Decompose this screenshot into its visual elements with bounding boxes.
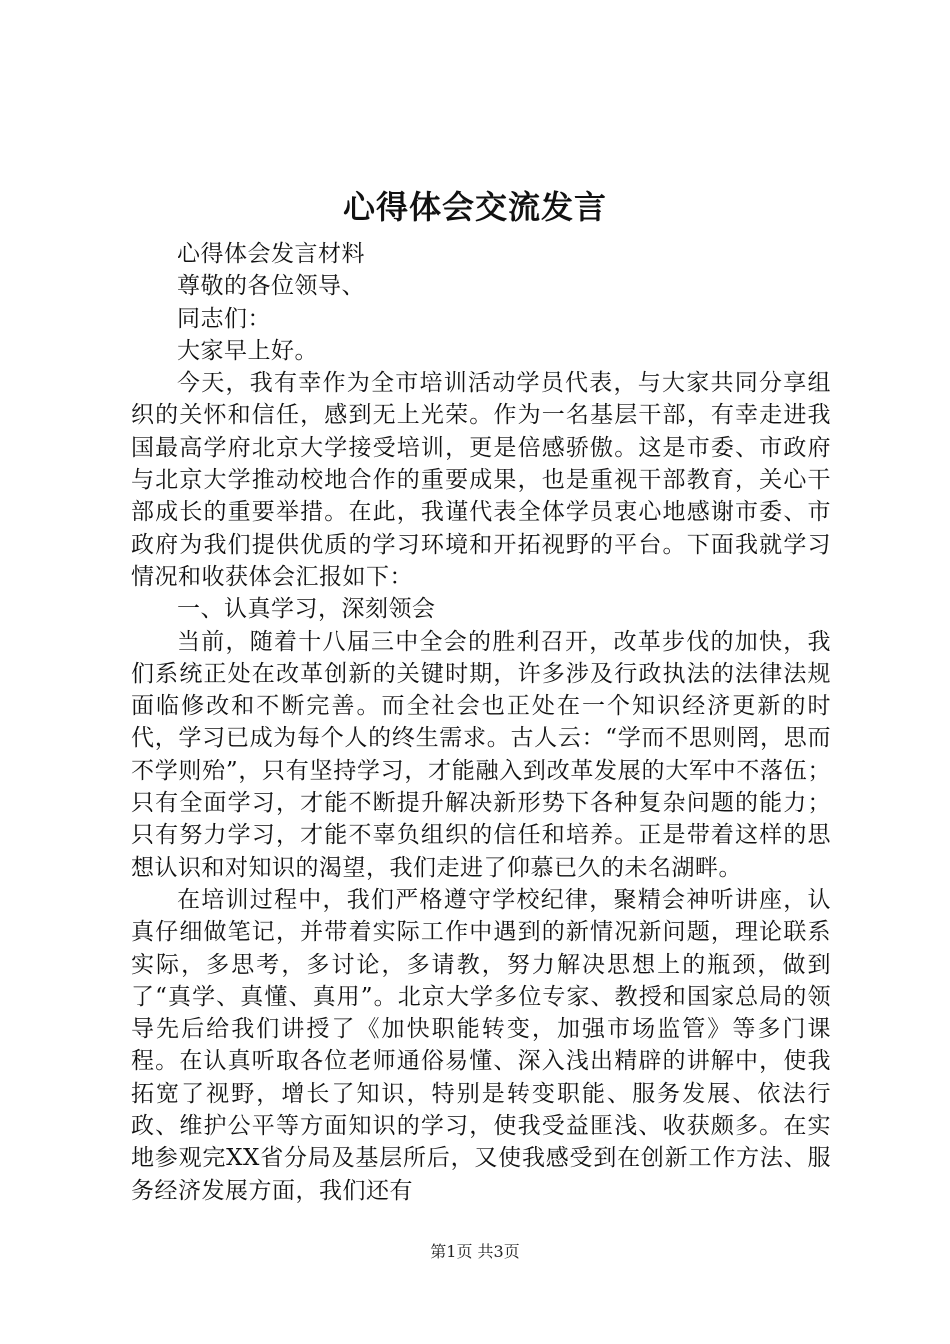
document-title: 心得体会交流发言 [342,188,607,226]
document-body [131,238,831,1207]
paragraph-heading-material: 心得体会发言材料 [177,241,365,267]
paragraph-intro: 今天，我有幸作为全市培训活动学员代表，与大家共同分享组织的关怀和信任，感到无上光荣。作为一名基层干部，有幸走进我国最高学府北京大学接受培训，更是倍感骄傲。这是市委、市政府与北京大学推动校地合作的重要成果，也是重视干部教育，关心干部成长的重要举措。在此，我谨代表全体学员衷心地感谢市委、市政府为我们提供优质的学习环境和开拓视野的平台。下面我就学习情况和收获体会汇报如下： [131,370,831,590]
paragraph-salutation-leaders: 尊敬的各位领导、 [177,273,365,300]
paragraph-greeting: 大家早上好。 [177,337,318,364]
paragraph-section-1-b: 在培训过程中，我们严格遵守学校纪律，聚精会神听讲座，认真仔细做笔记，并带着实际工作中遇到的新情况新问题，理论联系实际，多思考，多讨论，多请教，努力解决思想上的瓶颈，做到了“真学、真懂、真用”。北京大学多位专家、教授和国家总局的领导先后给我们讲授了《加快职能转变，加强市场监管》等多门课程。在认真听取各位老师通俗易懂、深入浅出精辟的讲解中，使我拓宽了视野，增长了知识，特别是转变职能、服务发展、依法行政、维护公平等方面知识的学习，使我受益匪浅、收获颇多。在实地参观完XX省分局及基层所后，又使我感受到在创新工作方法、服务经济发展方面，我们还有 [131,886,831,1204]
paragraph-section-1-a: 当前，随着十八届三中全会的胜利召开，改革步伐的加快，我们系统正处在改革创新的关键时期，许多涉及行政执法的法律法规面临修改和不断完善。而全社会也正处在一个知识经济更新的时代，学习已成为每个人的终生需求。古人云：“学而不思则罔，思而不学则殆”，只有坚持学习，才能融入到改革发展的大军中不落伍；只有全面学习，才能不断提升解决新形势下各种复杂问题的能力；只有努力学习，才能不辜负组织的信任和培养。正是带着这样的思想认识和对知识的渴望，我们走进了仰慕已久的未名湖畔。 [131,628,831,881]
paragraph-salutation-comrades: 同志们： [177,305,271,332]
page-number-footer: 第1页 共3页 [430,1242,520,1261]
section-heading-1: 一、认真学习，深刻领会 [177,596,436,623]
